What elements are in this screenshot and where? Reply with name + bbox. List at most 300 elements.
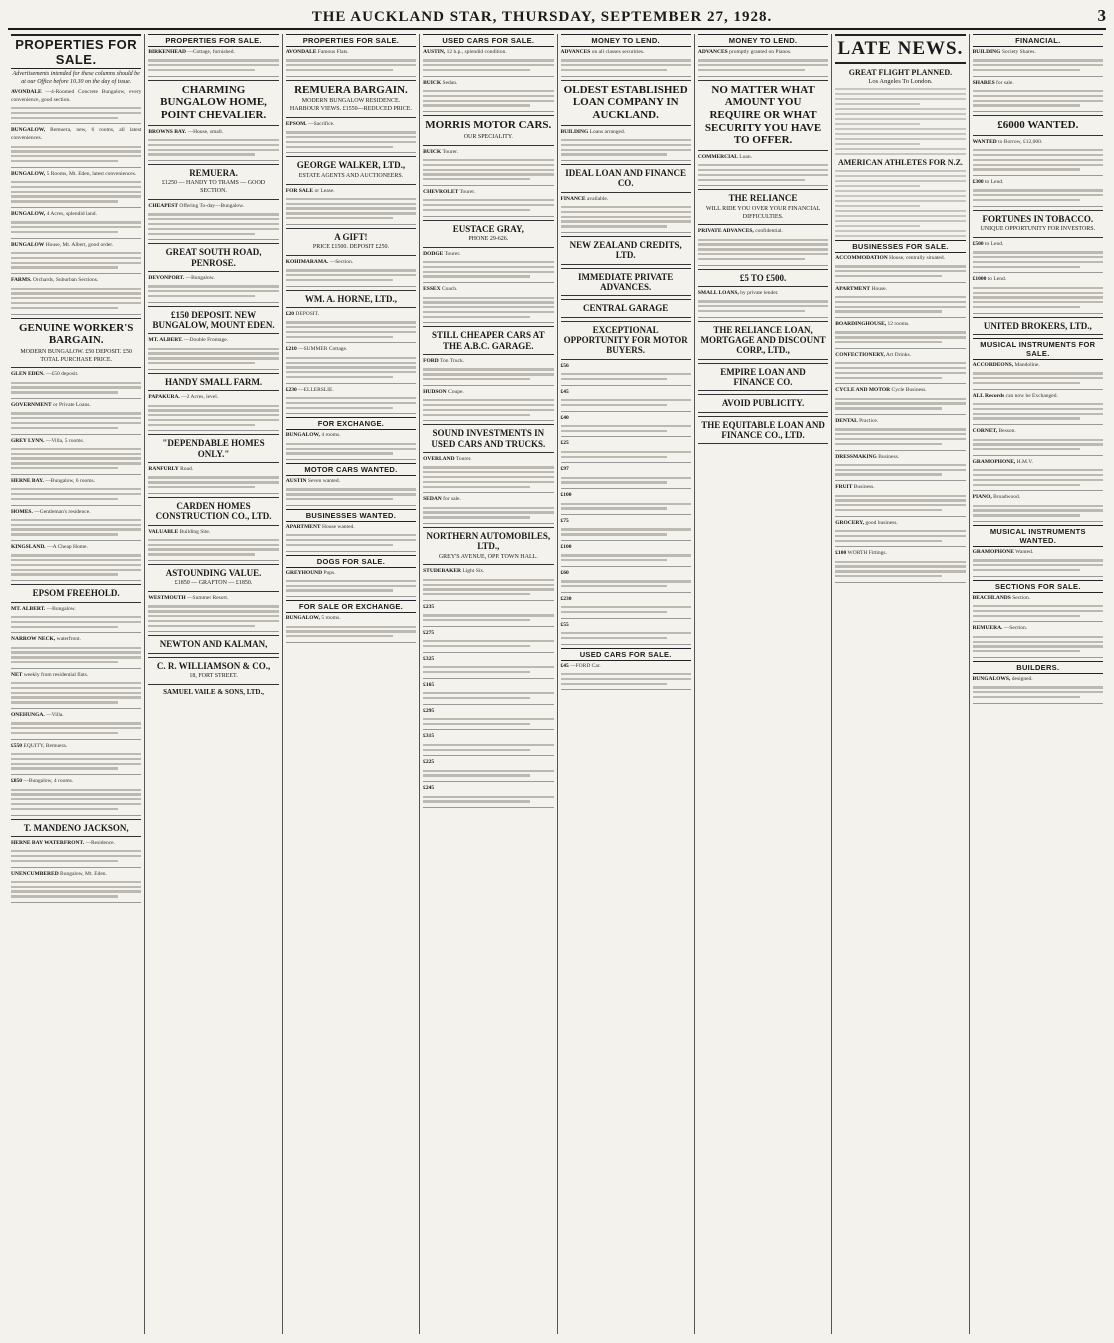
display-ad [148, 80, 278, 126]
ad-text: Famous Flats. [317, 49, 349, 55]
ad-lead: £20 [285, 311, 294, 317]
classified-ad [286, 432, 416, 460]
display-subheading: PRICE £1500. DEPOSIT £250. [312, 244, 389, 251]
text-line [698, 164, 828, 166]
price-value: £275 [423, 629, 435, 636]
text-line [286, 635, 393, 637]
text-line [561, 206, 691, 208]
ad-lead: OVERLAND [423, 456, 455, 463]
text-line [423, 404, 553, 406]
text-line [561, 507, 668, 509]
display-ad [423, 220, 553, 248]
text-line [423, 588, 553, 590]
masthead-title: THE AUCKLAND STAR, THURSDAY, SEPTEMBER 27, 1928. [311, 9, 773, 25]
text-line [11, 412, 141, 414]
price-entry [423, 656, 553, 679]
text-line [835, 561, 965, 563]
ad-text: or Lease. [314, 187, 335, 194]
ad-lead: £45 [560, 662, 569, 669]
text-line [423, 164, 553, 166]
classified-ad [11, 840, 141, 868]
news-dateline: Los Angeles To London. [868, 78, 933, 85]
ad-lead: DRESSMAKING [835, 453, 877, 460]
price-entry [561, 389, 691, 412]
ad-lead: HOMES. [11, 508, 33, 515]
text-line [11, 767, 118, 769]
price-value: £97 [560, 466, 569, 473]
ad-lead: ACCORDEONS, [972, 362, 1014, 369]
price-entry [561, 596, 691, 619]
ad-text: DEPOSIT. [295, 311, 319, 317]
text-line [11, 417, 141, 419]
text-line [11, 422, 141, 424]
classified-ad [423, 389, 553, 421]
text-line [11, 252, 141, 254]
text-line [561, 632, 691, 634]
display-ad [423, 115, 553, 145]
ad-lead: COMMERCIAL [697, 153, 738, 160]
display-ad [561, 299, 691, 317]
text-line [423, 800, 530, 802]
text-line [835, 331, 965, 333]
text-line [423, 481, 553, 483]
display-ad [698, 321, 828, 360]
page-number: 3 [1097, 6, 1106, 25]
text-line [11, 524, 141, 526]
ad-lead: AVONDALE [285, 49, 317, 55]
classified-ad [698, 154, 828, 186]
column-heading: PROPERTIES FOR SALE. [11, 34, 141, 69]
section-heading: BUSINESSES WANTED. [286, 509, 416, 522]
price-entry [561, 466, 691, 489]
ad-lead: FRUIT [835, 484, 853, 491]
ad-text: —2 Acres, level. [181, 394, 219, 401]
ad-lead: CORNET, [972, 428, 998, 435]
ad-lead: NARROW NECK, [11, 636, 56, 643]
classified-ad [148, 275, 278, 303]
text-line [148, 64, 278, 66]
display-heading: CARDEN HOMES CONSTRUCTION CO., LTD. [155, 500, 272, 522]
text-line [148, 139, 278, 141]
classified-ad [11, 778, 141, 815]
ad-text: Tourer. [459, 188, 476, 195]
display-ad [561, 321, 691, 360]
classified-ad [561, 663, 691, 691]
text-line [11, 701, 118, 703]
display-ad [698, 363, 828, 392]
ad-text: Loans arranged. [589, 128, 626, 135]
text-line [286, 539, 416, 541]
display-heading: £5 TO £500. [739, 272, 787, 283]
text-line [11, 533, 118, 535]
ad-text: 12 h.p., splendid condition. [446, 49, 507, 55]
ad-text: Tourer. [442, 148, 459, 155]
ad-text: Orchards, Suburban Sections. [32, 277, 99, 284]
text-line [835, 469, 965, 471]
text-line [698, 258, 805, 260]
price-value: £165 [423, 681, 435, 688]
classified-ad [698, 228, 828, 265]
ad-text: House, Mt. Albert, good order. [45, 241, 114, 248]
ad-lead: FARMS. [11, 277, 32, 284]
section-heading: MUSICAL INSTRUMENTS WANTED. [973, 525, 1103, 547]
text-line [973, 159, 1103, 161]
display-heading: MORRIS MOTOR CARS. [425, 119, 552, 132]
text-line [973, 696, 1080, 698]
text-line [423, 723, 530, 725]
display-ad [148, 657, 278, 685]
classified-ad [286, 346, 416, 383]
text-line [835, 138, 965, 140]
ad-text: confidential. [755, 228, 783, 235]
text-line [973, 64, 1103, 66]
ad-text: by private lender. [740, 289, 779, 296]
text-line [423, 178, 530, 180]
text-line [835, 433, 965, 435]
text-line [423, 301, 553, 303]
text-line [973, 569, 1080, 571]
ad-lead: BUNGALOW, [285, 615, 320, 622]
ad-text: 5 rooms. [321, 615, 341, 622]
text-line [561, 144, 691, 146]
text-line [148, 290, 278, 292]
text-line [561, 477, 691, 479]
price-entry [423, 604, 553, 627]
display-ad [698, 80, 828, 151]
display-ad [973, 210, 1103, 238]
ad-lead: HERNE BAY. [11, 477, 44, 484]
display-ad [698, 189, 828, 225]
text-line [835, 175, 965, 177]
classified-ad [973, 549, 1103, 577]
text-line [11, 881, 141, 883]
ad-lead: ONEHUNGA. [11, 712, 45, 719]
text-line [11, 200, 118, 202]
text-line [423, 614, 553, 616]
ad-lead: GOVERNMENT [11, 402, 52, 409]
text-line [835, 362, 965, 364]
text-line [11, 647, 141, 649]
display-heading: AVOID PUBLICITY. [721, 398, 805, 409]
text-line [561, 559, 668, 561]
text-line [11, 727, 141, 729]
section-heading: MOTOR CARS WANTED. [286, 463, 416, 476]
ad-lead: NET [11, 671, 23, 678]
text-line [561, 425, 691, 427]
price-value: £225 [423, 759, 435, 766]
text-line [423, 671, 530, 673]
text-line [835, 205, 920, 207]
text-line [11, 302, 141, 304]
text-line [973, 372, 1103, 374]
text-line [973, 154, 1103, 156]
text-line [835, 220, 965, 222]
ad-text: 5 Rooms, Mt. Eden, latest conveniences. [46, 170, 137, 177]
text-line [11, 528, 141, 530]
ad-lead: BUNGALOW [11, 241, 45, 248]
text-line [286, 136, 416, 138]
text-line [11, 554, 141, 556]
text-line [835, 306, 965, 308]
text-line [835, 195, 965, 197]
ad-text: Business. [878, 453, 900, 460]
ad-text: —Cottage, furnished. [187, 49, 235, 55]
ad-lead: GLEN EDEN. [11, 371, 45, 378]
text-line [835, 407, 942, 409]
ad-lead: AVONDALE [11, 89, 42, 95]
ad-text: —Bungalow, 4 rooms. [23, 778, 74, 785]
display-ad [286, 228, 416, 256]
display-heading: THE RELIANCE LOAN, MORTGAGE AND DISCOUNT CORP., LTD., [700, 324, 826, 356]
classified-ad [423, 80, 553, 112]
text-line [973, 641, 1103, 643]
text-line [11, 493, 141, 495]
display-ad [561, 236, 691, 265]
classified-ad [423, 496, 553, 524]
ad-text: Art Drinks. [885, 351, 911, 358]
text-line [11, 651, 141, 653]
classified-ad [973, 595, 1103, 623]
ad-text: weekly from residential flats. [23, 671, 89, 678]
text-line [973, 149, 1103, 151]
text-line [286, 217, 393, 219]
text-line [835, 443, 942, 445]
text-line [698, 243, 828, 245]
ad-text: —A Cheap Home. [47, 544, 88, 550]
text-line [698, 300, 828, 302]
text-line [11, 191, 141, 193]
ad-text: Tourer. [444, 250, 461, 257]
display-ad [423, 527, 553, 565]
text-line [11, 292, 141, 294]
text-line [561, 430, 668, 432]
classified-ad [286, 615, 416, 643]
text-line [286, 321, 416, 323]
display-ad [148, 373, 278, 391]
text-line [835, 113, 965, 115]
text-line [286, 589, 393, 591]
text-line [973, 100, 1103, 102]
text-line [148, 553, 255, 555]
classified-ad [835, 484, 965, 516]
display-heading: EXCEPTIONAL OPPORTUNITY FOR MOTOR BUYERS. [563, 324, 688, 356]
ad-lead: £100 [835, 550, 847, 557]
text-line [561, 399, 691, 401]
text-line [148, 544, 278, 546]
ad-lead: CHEVROLET [423, 188, 459, 195]
text-line [835, 530, 965, 532]
ad-text: Pups. [323, 569, 336, 576]
text-line [148, 476, 278, 478]
text-line [835, 128, 965, 130]
display-heading: EPSOM FREEHOLD. [32, 588, 120, 599]
text-line [973, 474, 1103, 476]
ad-lead: WESTMOUTH [148, 595, 186, 602]
text-line [286, 493, 416, 495]
ad-text: for sale. [996, 79, 1014, 86]
text-line [698, 239, 828, 241]
text-line [286, 357, 416, 359]
classified-ad [11, 438, 141, 475]
classified-ad [11, 371, 141, 399]
news-headline: AMERICAN ATHLETES FOR N.Z. [837, 158, 963, 167]
ad-text: Society Shares. [1001, 49, 1036, 55]
text-line [561, 139, 691, 141]
text-line [286, 534, 416, 536]
classified-ad [835, 352, 965, 384]
ad-lead: £300 [972, 179, 984, 186]
section-heading: SECTIONS FOR SALE. [973, 580, 1103, 593]
display-heading: OLDEST ESTABLISHED LOAN COMPANY IN AUCKLAND. [563, 83, 688, 121]
section-heading: FOR EXCHANGE. [286, 417, 416, 430]
display-heading: IMMEDIATE PRIVATE ADVANCES. [578, 271, 674, 293]
text-line [148, 69, 255, 71]
classified-ad [11, 127, 141, 167]
ad-text: —Section. [329, 258, 354, 265]
text-line [11, 753, 141, 755]
ad-text: —Double Frontage. [184, 337, 229, 344]
display-heading: CHARMING BUNGALOW HOME, POINT CHEVALIER. [160, 83, 267, 121]
ad-text: Practice. [859, 418, 879, 425]
classified-ad [973, 494, 1103, 522]
classified-ad [835, 286, 965, 318]
text-line [973, 645, 1103, 647]
text-line [11, 257, 141, 259]
text-line [148, 149, 278, 151]
ad-lead: BUICK [423, 79, 442, 86]
text-line [148, 539, 278, 541]
classified-ad [423, 358, 553, 386]
display-heading: £150 DEPOSIT. NEW BUNGALOW, MOUNT EDEN. [152, 309, 275, 331]
display-heading: GREAT SOUTH ROAD, PENROSE. [165, 247, 262, 268]
ad-lead: SHARES [972, 79, 995, 86]
text-line [698, 305, 828, 307]
ad-lead: AUSTIN, [423, 49, 446, 55]
text-line [835, 185, 920, 187]
ad-text: Bungalow, Mt. Eden. [60, 870, 107, 877]
text-line [561, 378, 668, 380]
text-line [423, 204, 553, 206]
display-heading: HANDY SMALL FARM. [164, 376, 263, 387]
text-line [561, 373, 691, 375]
text-line [423, 173, 553, 175]
display-subheading: UNIQUE OPPORTUNITY FOR INVESTORS. [980, 226, 1096, 233]
ad-text: Coupe. [448, 388, 464, 395]
ad-lead: EPSOM. [285, 120, 307, 127]
text-line [561, 64, 691, 66]
text-line [423, 90, 553, 92]
display-ad [148, 434, 278, 463]
column-heading: PROPERTIES FOR SALE. [286, 34, 416, 47]
text-line [148, 548, 278, 550]
ad-lead: PAPAKURA. [148, 394, 180, 401]
text-line [835, 275, 942, 277]
text-line [148, 357, 278, 359]
text-line [286, 59, 416, 61]
text-line [423, 316, 530, 318]
text-line [286, 376, 393, 378]
display-ad [11, 318, 141, 369]
display-ad [423, 424, 553, 453]
text-line [423, 409, 553, 411]
page-column [8, 34, 145, 1334]
text-line [11, 626, 118, 628]
ad-lead: APARTMENT [835, 285, 871, 292]
display-ad [286, 290, 416, 308]
text-line [286, 326, 416, 328]
page-column [695, 34, 832, 1334]
ad-lead: SMALL LOANS, [697, 289, 739, 296]
text-line [973, 479, 1103, 481]
classified-ad [835, 418, 965, 450]
display-subheading: PHONE 29-626. [468, 235, 509, 242]
text-line [973, 469, 1103, 471]
text-line [835, 377, 942, 379]
text-line [11, 895, 118, 897]
ad-text: Ton Truck. [440, 358, 465, 365]
classified-ad [148, 529, 278, 561]
text-line [423, 744, 553, 746]
text-line [423, 640, 553, 642]
classified-ad [973, 139, 1103, 176]
ad-text: 4 Acres, splendid land. [46, 211, 97, 218]
ad-lead: MT. ALBERT. [148, 337, 183, 344]
classified-ad [423, 456, 553, 493]
classified-ad [973, 428, 1103, 456]
ad-lead: GRAMOPHONE, [972, 458, 1016, 465]
ad-lead: BUNGALOW, [11, 211, 46, 218]
ad-text: promptly granted on Pianos. [729, 49, 792, 55]
price-entry [561, 492, 691, 515]
display-subheading: ESTATE AGENTS AND AUCTIONEERS. [298, 172, 404, 179]
display-heading: NEWTON AND KALMAN, [159, 639, 268, 650]
text-line [698, 59, 828, 61]
classified-ad [11, 636, 141, 668]
text-line [11, 186, 141, 188]
text-line [423, 414, 530, 416]
text-line [11, 573, 118, 575]
section-heading: DOGS FOR SALE. [286, 555, 416, 568]
classified-ad [148, 595, 278, 632]
display-heading: NO MATTER WHAT AMOUNT YOU REQUIRE OR WHAT SECURITY YOU HAVE TO OFFER. [704, 83, 822, 147]
text-line [11, 803, 141, 805]
ad-text: Business. [853, 484, 875, 491]
text-line [11, 850, 141, 852]
text-line [835, 265, 965, 267]
classified-ad [148, 466, 278, 494]
text-line [423, 100, 553, 102]
display-ad [286, 156, 416, 184]
ad-lead: CYCLE AND MOTOR [835, 387, 891, 394]
text-line [11, 886, 141, 888]
text-line [835, 495, 965, 497]
text-line [11, 467, 118, 469]
text-line [11, 732, 118, 734]
text-line [423, 774, 530, 776]
price-value: £100 [560, 492, 572, 499]
text-line [11, 758, 141, 760]
ad-text: Road. [180, 466, 194, 473]
display-subheading: £1250 — HANDY TO TRAMS — GOOD SECTION. [162, 180, 266, 195]
classified-ad [561, 49, 691, 77]
section-heading: MUSICAL INSTRUMENTS FOR SALE. [973, 338, 1103, 360]
text-line [148, 218, 278, 220]
text-line [11, 656, 141, 658]
ad-text: —House, small. [187, 128, 224, 135]
text-line [148, 405, 278, 407]
ad-text: H.M.V. [1016, 458, 1033, 465]
text-line [148, 352, 278, 354]
